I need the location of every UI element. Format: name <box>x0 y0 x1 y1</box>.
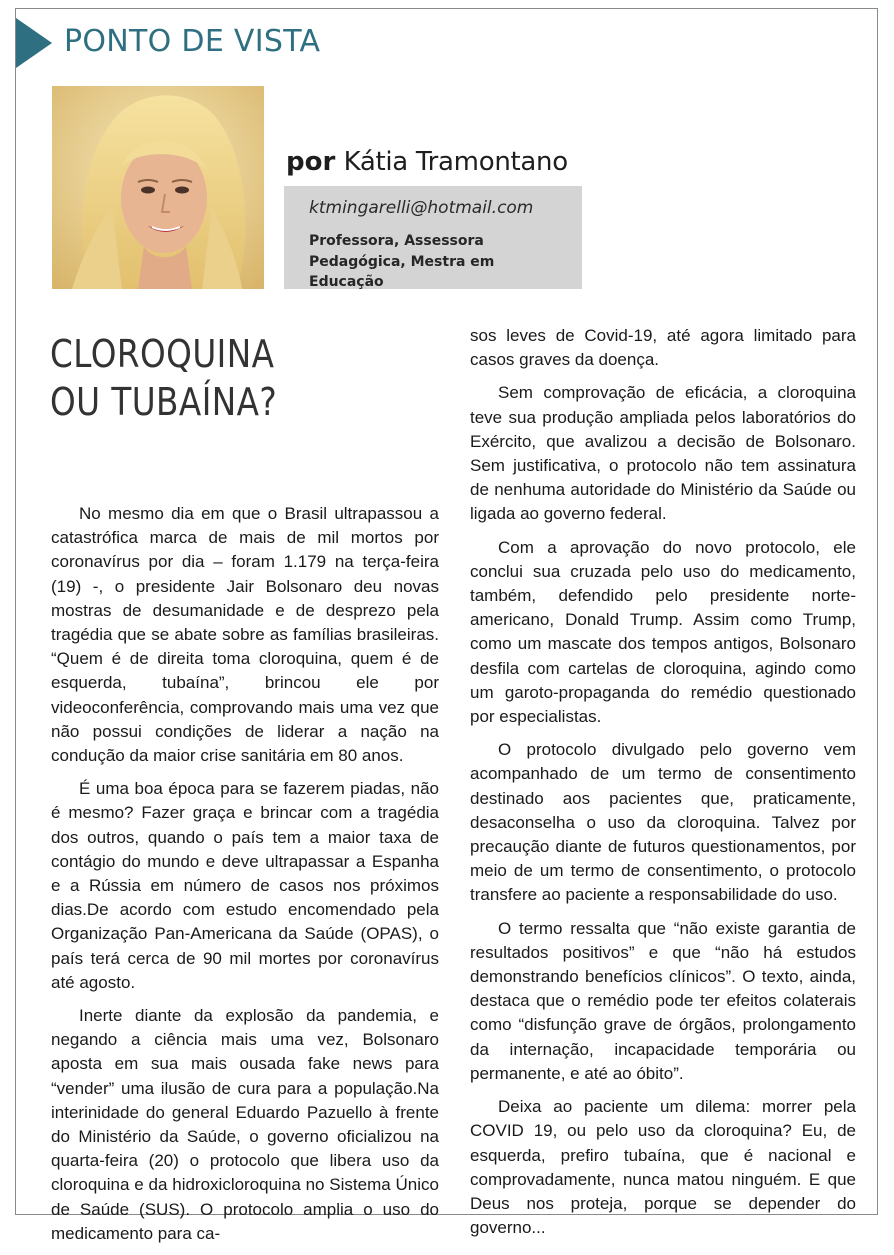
paragraph: O protocolo divulgado pelo governo vem acompanhado de um termo de consentimento destinado aos pacientes que, praticamente, desaconselha o uso da cloroquina. Talvez por precaução diante de futuros questionamentos, por meio de um termo de consentimento, o protocolo transfere ao paciente a responsabilidade do uso. <box>470 740 856 905</box>
author-photo <box>52 86 264 289</box>
section-arrow-icon <box>16 18 52 68</box>
paragraph: É uma boa época para se fazerem piadas, não é mesmo? Fazer graça e brincar com a tragédia dos outros, quando o país tem a maior taxa de contágio do mundo e deve ultrapassar a Espanha e a Rússia em número de casos nos próximos dias.De acordo com estudo encomendado pela Organização Pan-Americana da Saúde (OPAS), o país terá cerca de 90 mil mortes por coronavírus até agosto. <box>51 779 439 992</box>
paragraph-continuation: sos leves de Covid-19, até agora limitado para casos graves da doença. <box>470 326 856 370</box>
author-by: por <box>286 147 336 177</box>
article-column-left <box>51 502 439 1255</box>
headline-line-1: CLOROQUINA <box>50 332 275 376</box>
paragraph: Sem comprovação de eficácia, a cloroquina teve sua produção ampliada pelos laboratórios do Exército, que avalizou a decisão de Bolsonaro. Sem justificativa, o protocolo não tem assinatura de nenhuma autoridade do Ministério da Saúde ou ligada ao governo federal. <box>470 383 856 524</box>
author-name: Kátia Tramontano <box>343 147 568 177</box>
author-email[interactable]: ktmingarelli@hotmail.com <box>309 198 534 218</box>
paragraph: No mesmo dia em que o Brasil ultrapassou a catastrófica marca de mais de mil mortos por coronavírus por dia – foram 1.179 na terça-feira (19) -, o presidente Jair Bolsonaro deu novas mostras de desumanidade e de desprezo pela tragédia que se abate sobre as famílias brasileiras. “Quem é de direita toma cloroquina, quem é de esquerda, tubaína”, brincou ele por videoconferência, comprovando mais uma vez que não possui condições de liderar a nação na condução da maior crise sanitária em 80 anos. <box>51 504 439 766</box>
headline-line-2: OU TUBAÍNA? <box>50 380 278 424</box>
paragraph: O termo ressalta que “não existe garantia de resultados positivos” e que “não há estudos demonstrando benefícios clínicos”. O texto, ainda, destaca que o remédio pode ter efeitos colaterais como “disfunção grave de órgãos, prolongamento da internação, incapacidade temporária ou permanente, e até ao óbito”. <box>470 918 856 1083</box>
author-bio: Professora, Assessora Pedagógica, Mestra em Educação <box>309 233 495 290</box>
author-info-box <box>284 186 582 289</box>
paragraph: Inerte diante da explosão da pandemia, e negando a ciência mais uma vez, Bolsonaro aposta em sua mais ousada fake news para “vender” uma ilusão de cura para a população.Na interinidade do general Eduardo Pazuello à frente do Ministério da Saúde, o governo oficializou na quarta-feira (20) o protocolo que libera uso da cloroquina e da hidroxicloroquina no Sistema Único de Saúde (SUS). O protocolo amplia o uso do medicamento para ca- <box>51 1006 439 1243</box>
article-column-right <box>470 324 856 1249</box>
section-title: PONTO DE VISTA <box>64 24 321 59</box>
author-byline <box>286 144 568 180</box>
paragraph: Com a aprovação do novo protocolo, ele conclui sua cruzada pelo uso do medicamento, também, defendido pelo presidente norte-americano, Donald Trump. Assim como Trump, como um mascate dos tempos antigos, Bolsonaro desfila com cartelas de cloroquina, agindo como um garoto-propaganda do remédio questionado por especialistas. <box>470 537 856 727</box>
paragraph: Deixa ao paciente um dilema: morrer pela COVID 19, ou pelo uso da cloroquina? Eu, de esquerda, prefiro tubaína, que é nacional e comprovadamente, nunca matou ninguém. E que Deus nos proteja, porque se depender do governo... <box>470 1097 856 1238</box>
article-headline <box>50 330 334 426</box>
